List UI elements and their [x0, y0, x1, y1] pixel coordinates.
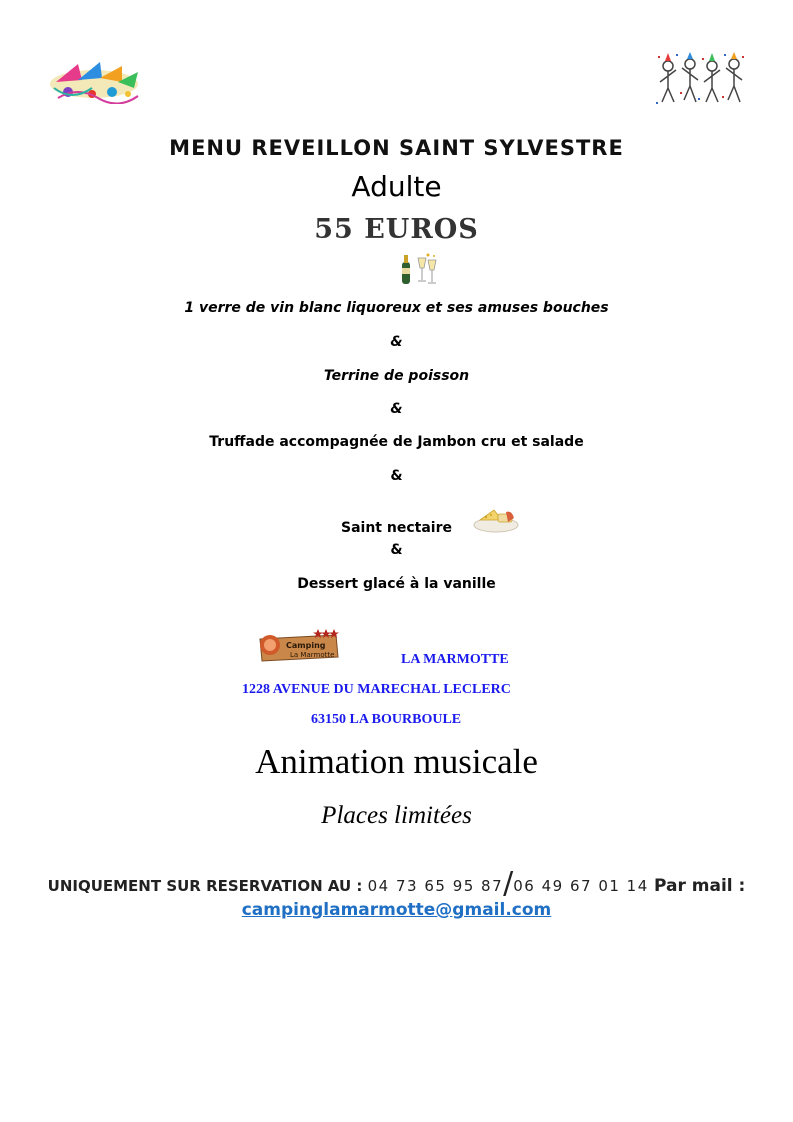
- dancing-people-image: [654, 52, 746, 112]
- menu-item-starter: Terrine de poisson: [323, 368, 470, 384]
- menu-title: MENU REVEILLON SAINT SYLVESTRE: [169, 136, 624, 160]
- menu-item-aperitif: 1 verre de vin blanc liquoreux et ses amuses bouches: [184, 300, 609, 316]
- menu-separator: &: [390, 468, 403, 484]
- menu-separator: &: [390, 401, 403, 417]
- logo-text-marmotte: La Marmotte: [290, 651, 335, 659]
- menu-item-cheese: Saint nectaire: [341, 520, 452, 536]
- menu-item-main: Truffade accompagnée de Jambon cru et salade: [209, 434, 584, 450]
- menu-separator: &: [390, 542, 403, 558]
- reservation-line: [0, 864, 793, 899]
- champagne-icon: [398, 252, 440, 286]
- audience-label: Adulte: [351, 170, 442, 203]
- menu-separator: &: [390, 334, 403, 350]
- mail-label: Par mail :: [654, 876, 746, 896]
- party-streamers-image: [48, 58, 140, 104]
- venue-city: 63150 LA BOURBOULE: [311, 712, 462, 727]
- animation-heading: Animation musicale: [255, 742, 538, 781]
- phone-separator: /: [503, 866, 514, 901]
- phone-number-2[interactable]: 06 49 67 01 14: [513, 877, 649, 895]
- places-limited-note: Places limitées: [321, 802, 472, 829]
- phone-number-1[interactable]: 04 73 65 95 87: [367, 877, 504, 895]
- venue-name: LA MARMOTTE: [401, 652, 509, 667]
- cheese-plate-icon: [472, 500, 520, 534]
- camping-logo: [256, 627, 340, 665]
- menu-item-dessert: Dessert glacé à la vanille: [297, 576, 496, 592]
- reservation-prefix: UNIQUEMENT SUR RESERVATION AU :: [47, 877, 368, 895]
- logo-text-camping: Camping: [286, 641, 326, 650]
- email-link[interactable]: campinglamarmotte@gmail.com: [241, 900, 552, 920]
- price-label: 55 EUROS: [314, 214, 479, 245]
- venue-street: 1228 AVENUE DU MARECHAL LECLERC: [242, 682, 511, 697]
